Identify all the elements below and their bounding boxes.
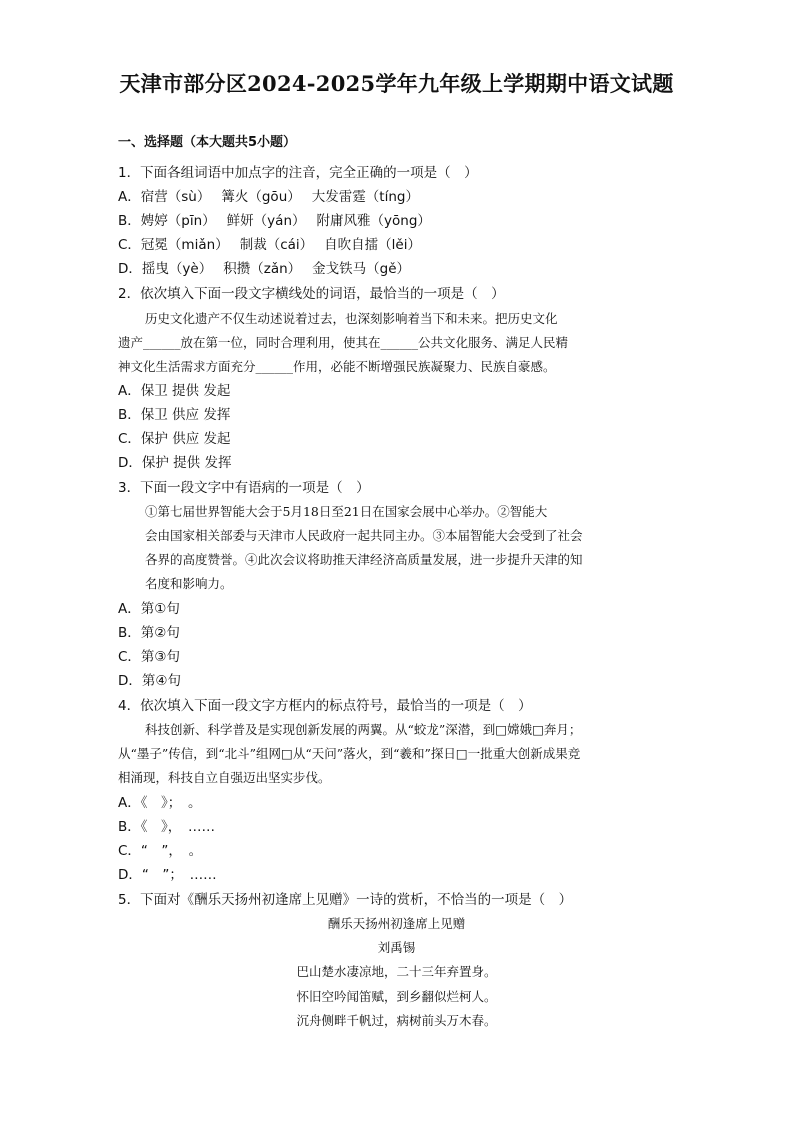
question-2-option-b: B．保卫 供应 发挥 bbox=[118, 407, 231, 423]
question-4-option-c: C．“ ”， 。 bbox=[118, 843, 203, 859]
question-1-option-a: A．宿营（sù） 篝火（gōu） 大发雷霆（tíng） bbox=[118, 189, 419, 205]
question-2-passage-line-3: 神文化生活需求方面充分______作用，必能不断增强民族凝聚力、民族自豪感。 bbox=[118, 359, 556, 374]
question-3-passage-line-3: 各界的高度赞誉。④此次会议将助推天津经济高质量发展，进一步提升天津的知 bbox=[145, 552, 583, 567]
question-4-option-a: A．《 》； 。 bbox=[118, 795, 202, 811]
question-2-option-a: A．保卫 提供 发起 bbox=[118, 383, 231, 399]
question-4-stem: 4．依次填入下面一段文字方框内的标点符号，最恰当的一项是（ ） bbox=[118, 698, 532, 714]
poem-line-2: 怀旧空吟闻笛赋，到乡翻似烂柯人。 bbox=[296, 989, 497, 1004]
question-2-passage-line-1: 历史文化遗产不仅生动述说着过去，也深刻影响着当下和未来。把历史文化 bbox=[145, 311, 558, 326]
question-3-passage-line-2: 会由国家相关部委与天津市人民政府一起共同主办。③本届智能大会受到了社会 bbox=[145, 528, 583, 543]
question-4-option-d: D．“ ”； …… bbox=[118, 867, 217, 883]
question-4-passage-line-3: 相涌现，科技自立自强迈出坚实步伐。 bbox=[118, 770, 331, 785]
question-2-passage-line-2: 遗产______放在第一位，同时合理利用，使其在______公共文化服务、满足人民精 bbox=[118, 335, 569, 350]
question-5-stem: 5．下面对《酬乐天扬州初逢席上见赠》一诗的赏析，不恰当的一项是（ ） bbox=[118, 892, 573, 908]
question-4-passage-line-2: 从“墨子”传信，到“北斗”组网□从“天问”落火，到“羲和”探日□一批重大创新成果竞 bbox=[118, 746, 581, 761]
question-2-stem: 2．依次填入下面一段文字横线处的词语，最恰当的一项是（ ） bbox=[118, 286, 505, 302]
question-1-option-c: C．冠冕（miǎn） 制裁（cái） 自吹自擂（lěi） bbox=[118, 237, 421, 253]
poem-author: 刘禹锡 bbox=[377, 940, 416, 955]
poem-line-3: 沉舟侧畔千帆过，病树前头万木春。 bbox=[296, 1013, 497, 1028]
question-2-option-c: C．保护 供应 发起 bbox=[118, 431, 231, 447]
question-3-option-a: A．第①句 bbox=[118, 601, 180, 617]
question-3-passage-line-4: 名度和影响力。 bbox=[145, 576, 233, 591]
poem-line-1: 巴山楚水凄凉地，二十三年弃置身。 bbox=[296, 964, 497, 979]
question-4-option-b: B．《 》， …… bbox=[118, 819, 216, 835]
question-1-stem: 1．下面各组词语中加点字的注音，完全正确的一项是（ ） bbox=[118, 165, 478, 181]
question-3-passage-line-1: ①第七届世界智能大会于5月18日至21日在国家会展中心举办。②智能大 bbox=[145, 504, 548, 519]
question-3-option-d: D．第④句 bbox=[118, 673, 181, 689]
question-4-passage-line-1: 科技创新、科学普及是实现创新发展的两翼。从“蛟龙”深潜，到□嫦娥□奔月； bbox=[145, 722, 582, 737]
section-heading: 一、选择题（本大题共5小题） bbox=[118, 135, 297, 150]
question-3-option-c: C．第③句 bbox=[118, 649, 181, 665]
question-3-option-b: B．第②句 bbox=[118, 625, 180, 641]
question-3-stem: 3．下面一段文字中有语病的一项是（ ） bbox=[118, 480, 370, 496]
question-1-option-b: B．娉婷（pīn） 鲜妍（yán） 附庸风雅（yōng） bbox=[118, 213, 431, 229]
question-1-option-d: D．摇曳（yè） 积攒（zǎn） 金戈铁马（gě） bbox=[118, 261, 411, 277]
question-2-option-d: D．保护 提供 发挥 bbox=[118, 455, 232, 471]
document-title: 天津市部分区2024-2025学年九年级上学期期中语文试题 bbox=[119, 71, 674, 96]
poem-title: 酬乐天扬州初逢席上见赠 bbox=[327, 916, 466, 931]
